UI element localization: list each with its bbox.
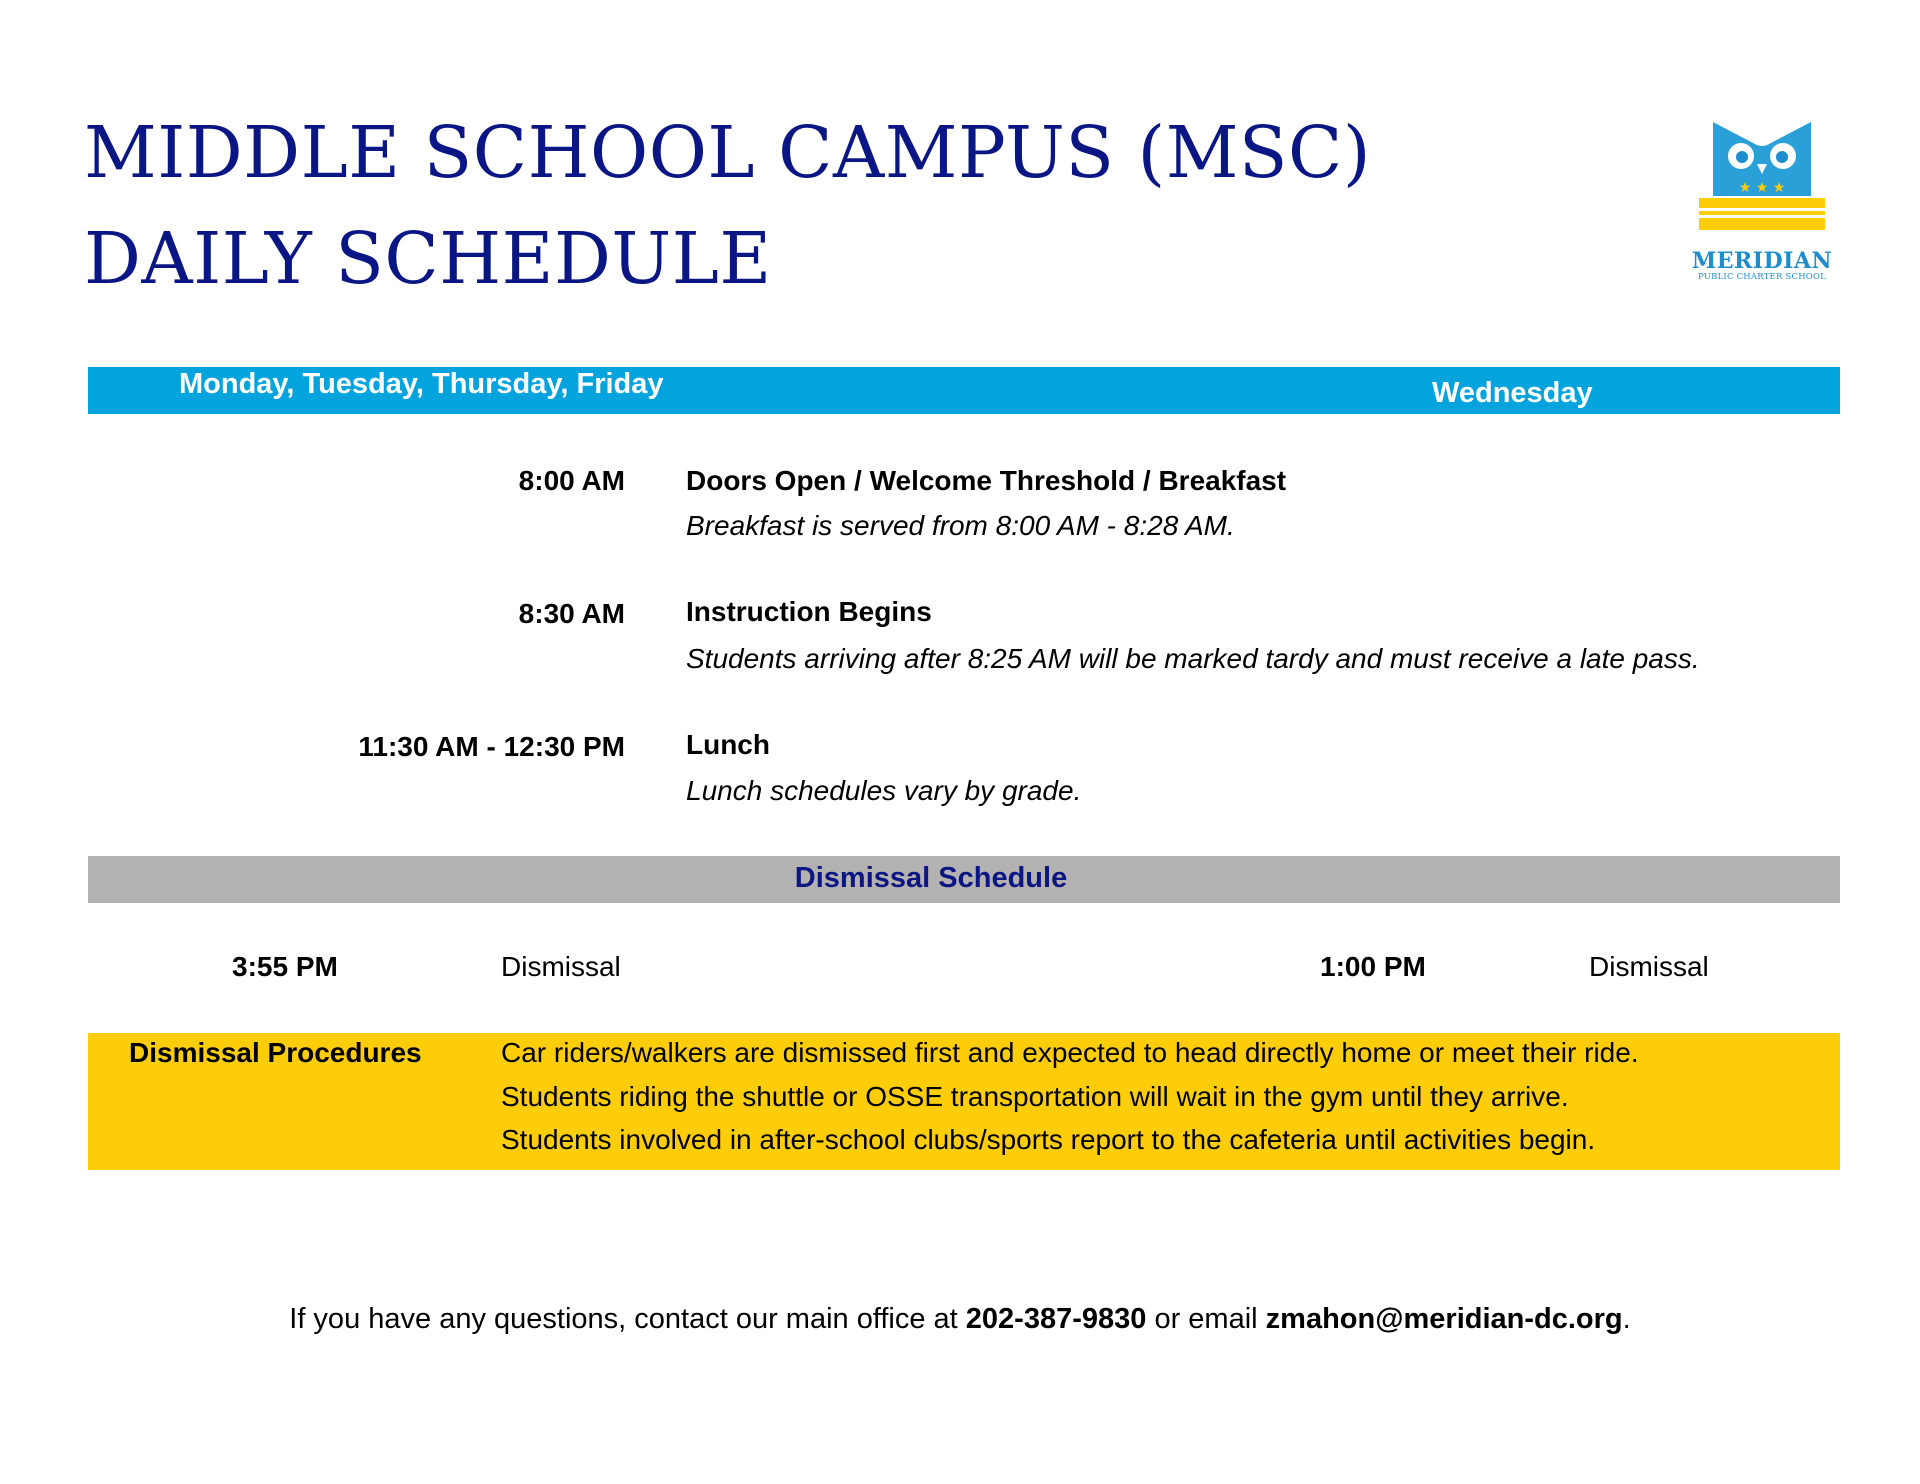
procedures-heading: Dismissal Procedures — [129, 1037, 422, 1068]
days-right-label: Wednesday — [1432, 377, 1593, 409]
page-title — [84, 100, 1371, 312]
wednesday-dismissal-time: 1:00 PM — [1320, 951, 1426, 982]
dismissal-heading: Dismissal Schedule — [794, 862, 1068, 894]
schedule-title: Doors Open / Welcome Threshold / Breakfast — [686, 465, 1287, 496]
contact-email: zmahon@meridian-dc.org — [1265, 1303, 1623, 1335]
schedule-title: Instruction Begins — [686, 596, 932, 627]
regular-dismissal-time: 3:55 PM — [232, 951, 338, 982]
schedule-note: Students arriving after 8:25 AM will be marked tardy and must receive a late pass. — [686, 643, 1700, 674]
contact-prefix: If you have any questions, contact our main office at — [289, 1303, 966, 1335]
contact-phone: 202-387-9830 — [965, 1303, 1147, 1335]
contact-middle: or email — [1146, 1303, 1266, 1335]
schedule-note: Lunch schedules vary by grade. — [686, 775, 1082, 806]
schedule-time: 8:00 AM — [518, 465, 625, 496]
title-line-1: MIDDLE SCHOOL CAMPUS (MSC) — [84, 111, 1372, 194]
schedule-time: 8:30 AM — [518, 598, 625, 629]
wednesday-dismissal-label: Dismissal — [1589, 951, 1709, 982]
procedure-line: Students riding the shuttle or OSSE transportation will wait in the gym until they arrive. — [501, 1081, 1569, 1112]
days-header-band — [88, 367, 1840, 414]
logo-wordmark: MERIDIAN — [1691, 248, 1833, 274]
title-line-2: DAILY SCHEDULE — [84, 217, 772, 300]
contact-line — [0, 1303, 1920, 1336]
days-left-label: Monday, Tuesday, Thursday, Friday — [179, 368, 664, 400]
procedure-line: Car riders/walkers are dismissed first and expected to head directly home or meet their ride. — [501, 1037, 1639, 1068]
schedule-note: Breakfast is served from 8:00 AM - 8:28 AM. — [686, 510, 1235, 541]
logo-subtitle: PUBLIC CHARTER SCHOOL — [1698, 272, 1826, 282]
procedure-line: Students involved in after-school clubs/sports report to the cafeteria until activities begin. — [501, 1124, 1596, 1155]
schedule-title: Lunch — [686, 729, 770, 760]
owl-logo-icon — [1699, 122, 1825, 244]
dismissal-header-band — [88, 856, 1840, 903]
svg-text:★ ★ ★: ★ ★ ★ — [1738, 180, 1786, 196]
regular-dismissal-label: Dismissal — [501, 951, 621, 982]
dismissal-procedures-band — [88, 1033, 1840, 1170]
schedule-time: 11:30 AM - 12:30 PM — [358, 731, 625, 762]
contact-suffix: . — [1622, 1303, 1631, 1335]
school-logo — [1687, 122, 1837, 282]
